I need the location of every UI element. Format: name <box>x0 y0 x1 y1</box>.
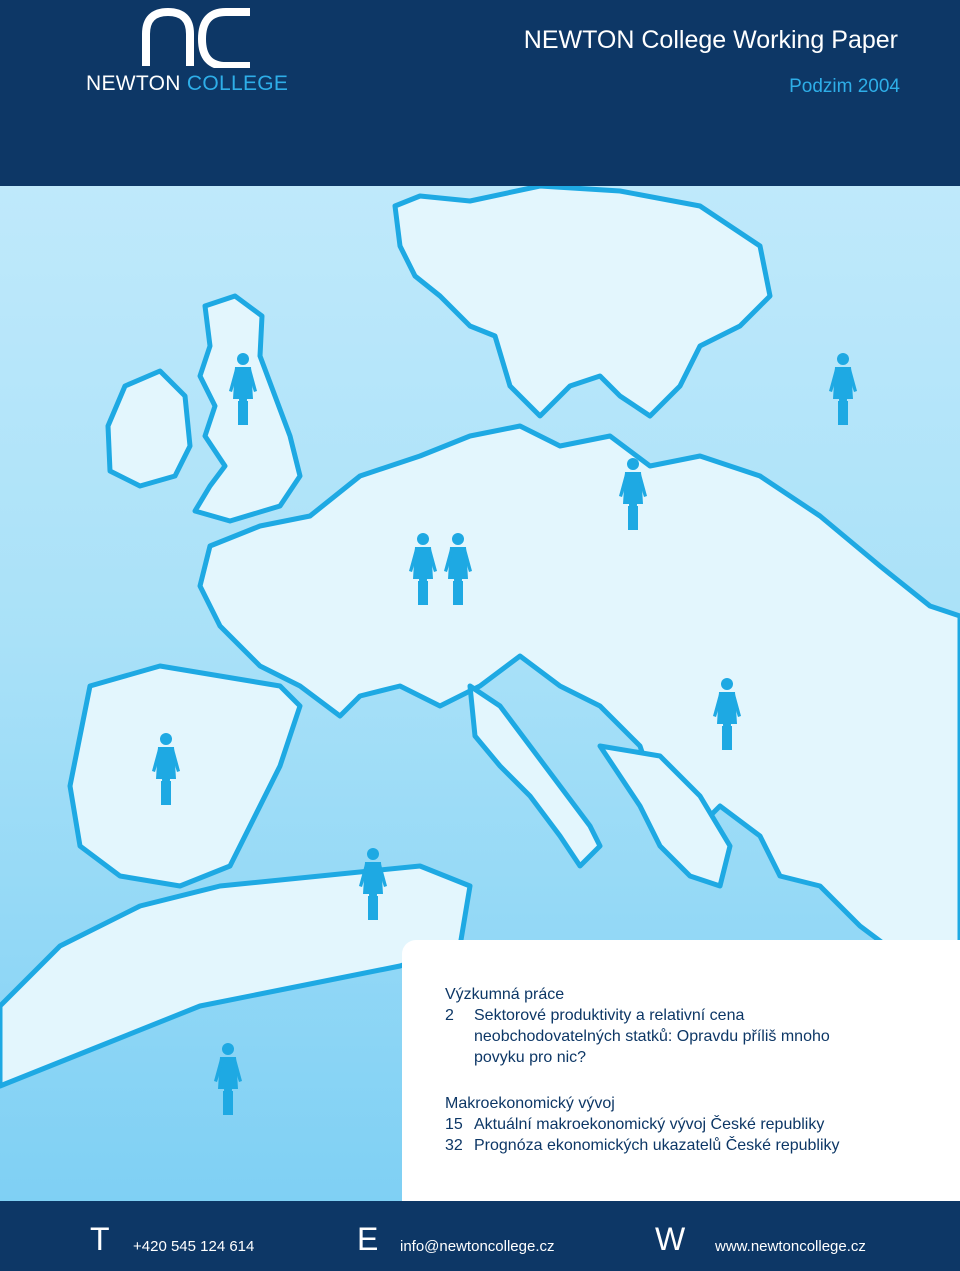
toc-entry-line: Prognóza ekonomických ukazatelů České republiky <box>474 1137 840 1154</box>
email-label: E <box>357 1221 379 1257</box>
person-icon <box>214 1043 242 1115</box>
web-link[interactable]: www.newtoncollege.cz <box>715 1238 866 1255</box>
logo-college: COLLEGE <box>186 72 289 95</box>
toc-entry-line: Aktuální makroekonomický vývoj České republiky <box>474 1116 825 1133</box>
phone-label: T <box>90 1221 110 1257</box>
email-link[interactable]: info@newtoncollege.cz <box>400 1238 555 1255</box>
contact-footer <box>0 1201 960 1271</box>
toc-page-number: 15 <box>445 1116 463 1133</box>
toc-entry-line: povyku pro nic? <box>474 1049 587 1066</box>
toc-entry-line: neobchodovatelných statků: Opravdu příliš mnoho <box>474 1028 830 1045</box>
logo-wordmark <box>86 72 288 96</box>
contents-panel <box>402 940 960 1201</box>
issue-date: Podzim 2004 <box>789 76 900 97</box>
section-title: Výzkumná práce <box>445 986 565 1003</box>
toc-page-number: 2 <box>445 1007 454 1024</box>
paper-title: NEWTON College Working Paper <box>523 26 898 54</box>
logo-brand: NEWTON <box>86 72 181 95</box>
toc-entry-line: Sektorové produktivity a relativní cena <box>474 1007 745 1024</box>
header-banner <box>0 0 960 186</box>
toc-page-number: 32 <box>445 1137 463 1154</box>
nc-logo-icon <box>140 6 255 68</box>
person-icon <box>829 353 857 425</box>
phone-number: +420 545 124 614 <box>133 1238 255 1255</box>
web-label: W <box>655 1221 686 1257</box>
section-title: Makroekonomický vývoj <box>445 1095 615 1112</box>
